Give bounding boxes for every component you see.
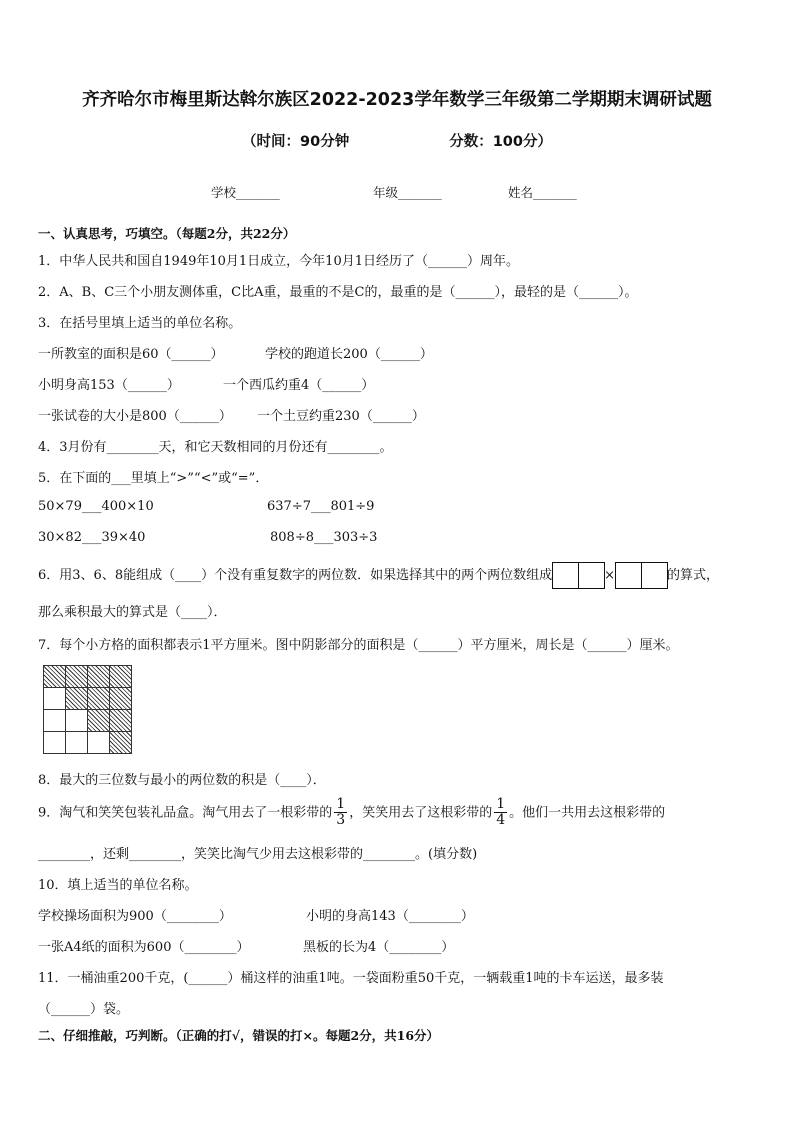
grid-cell-shaded — [109, 687, 132, 710]
grid-cell-shaded — [109, 665, 132, 688]
name-field[interactable]: 姓名_______ — [508, 185, 577, 200]
digit-box[interactable] — [615, 562, 642, 589]
question-6-tail: 的算式， — [667, 568, 720, 583]
fraction-one-third: $\frac{1}{3}$ — [336, 796, 346, 829]
grid-cell — [43, 687, 66, 710]
question-1: 1．中华人民共和国自1949年10月1日成立，今年10月1日经历了（______）周年。 — [38, 254, 519, 269]
question-5b: 637÷7___801÷9 — [267, 499, 375, 514]
question-6-text: 6．用3、6、8能组成（____）个没有重复数字的两位数．如果选择其中的两个两位数组成 — [38, 568, 553, 583]
question-9-text-c: 。他们一共用去这根彩带的 — [509, 805, 666, 821]
grid-cell-shaded — [65, 665, 88, 688]
question-10: 10．填上适当的单位名称。 — [38, 878, 198, 893]
digit-box[interactable] — [552, 562, 579, 589]
question-2: 2．A、B、C三个小朋友测体重，C比A重，最重的不是C的，最重的是（______），最轻的是（______）。 — [38, 285, 638, 300]
question-3d: 一个西瓜约重4（______） — [223, 378, 375, 393]
question-5: 5．在下面的___里填上“>”“<”或“=”． — [38, 471, 269, 486]
question-11: 11．一桶油重200千克，(______）桶这样的油重1吨。一袋面粉重50千克，一辆载重1吨的卡车运送，最多装 — [38, 971, 664, 986]
school-field[interactable]: 学校_______ — [211, 185, 280, 200]
grid-cell-shaded — [109, 731, 132, 754]
grade-field[interactable]: 年级_______ — [373, 185, 442, 200]
exam-title: 齐齐哈尔市梅里斯达斡尔族区2022-2023学年数学三年级第二学期期末调研试题 — [82, 90, 712, 110]
question-9-text-a: 9．淘气和笑笑包装礼品盒。淘气用去了一根彩带的 — [38, 805, 333, 821]
section-heading-2: 二、仔细推敲，巧判断。（正确的打√，错误的打×。每题2分，共16分） — [38, 1028, 440, 1043]
total-score: 分数：100分） — [449, 134, 552, 150]
question-11-line2: （______）袋。 — [38, 1002, 130, 1017]
digit-boxes-left — [552, 562, 604, 589]
question-5a: 50×79___400×10 — [38, 499, 154, 514]
question-10b: 小明的身高143（________） — [306, 909, 474, 924]
digit-boxes-right — [615, 562, 667, 589]
question-4: 4．3月份有________天，和它天数相同的月份还有________。 — [38, 440, 393, 455]
grid-cell — [65, 709, 88, 732]
grid-cell-shaded — [43, 665, 66, 688]
grid-cell — [43, 709, 66, 732]
question-5d: 808÷8___303÷3 — [270, 530, 378, 545]
times-sign: × — [604, 568, 615, 583]
grid-cell-shaded — [87, 709, 110, 732]
exam-subtitle — [0, 130, 794, 151]
fraction-one-fourth: $\frac{1}{4}$ — [496, 796, 506, 829]
question-5c: 30×82___39×40 — [38, 530, 146, 545]
question-10c: 一张A4纸的面积为600（________） — [38, 940, 250, 955]
question-3b: 学校的跑道长200（______） — [265, 347, 433, 362]
grid-cell-shaded — [87, 687, 110, 710]
grid-cell — [65, 731, 88, 754]
section-heading-1: 一、认真思考，巧填空。（每题2分，共22分） — [38, 226, 296, 241]
question-8: 8．最大的三位数与最小的两位数的积是（____）． — [38, 773, 326, 788]
question-9-text-b: ，笑笑用去了这根彩带的 — [349, 805, 493, 821]
grid-cell — [87, 731, 110, 754]
grid-cell-shaded — [65, 687, 88, 710]
shaded-grid-figure — [43, 665, 131, 753]
grid-cell-shaded — [109, 709, 132, 732]
question-10d: 黑板的长为4（________） — [303, 940, 455, 955]
question-3c: 小明身高153（______） — [38, 378, 180, 393]
grid-cell-shaded — [87, 665, 110, 688]
grid-cell — [43, 731, 66, 754]
time-limit: （时间：90分钟 — [242, 134, 350, 150]
digit-box[interactable] — [578, 562, 605, 589]
question-3e: 一张试卷的大小是800（______） — [38, 409, 232, 424]
question-6-line2: 那么乘积最大的算式是（____）． — [38, 605, 227, 620]
question-3: 3．在括号里填上适当的单位名称。 — [38, 316, 242, 331]
question-9 — [38, 797, 665, 829]
question-10a: 学校操场面积为900（________） — [38, 909, 232, 924]
question-7: 7．每个小方格的面积都表示1平方厘米。图中阴影部分的面积是（______）平方厘米，周长是（______）厘米。 — [38, 638, 679, 653]
question-6 — [38, 562, 719, 589]
question-9-line2: ________，还剩________，笑笑比淘气少用去这根彩带的________。(填分数) — [38, 847, 478, 862]
digit-box[interactable] — [641, 562, 668, 589]
question-3a: 一所教室的面积是60（______） — [38, 347, 224, 362]
question-3f: 一个土豆约重230（______） — [257, 409, 425, 424]
